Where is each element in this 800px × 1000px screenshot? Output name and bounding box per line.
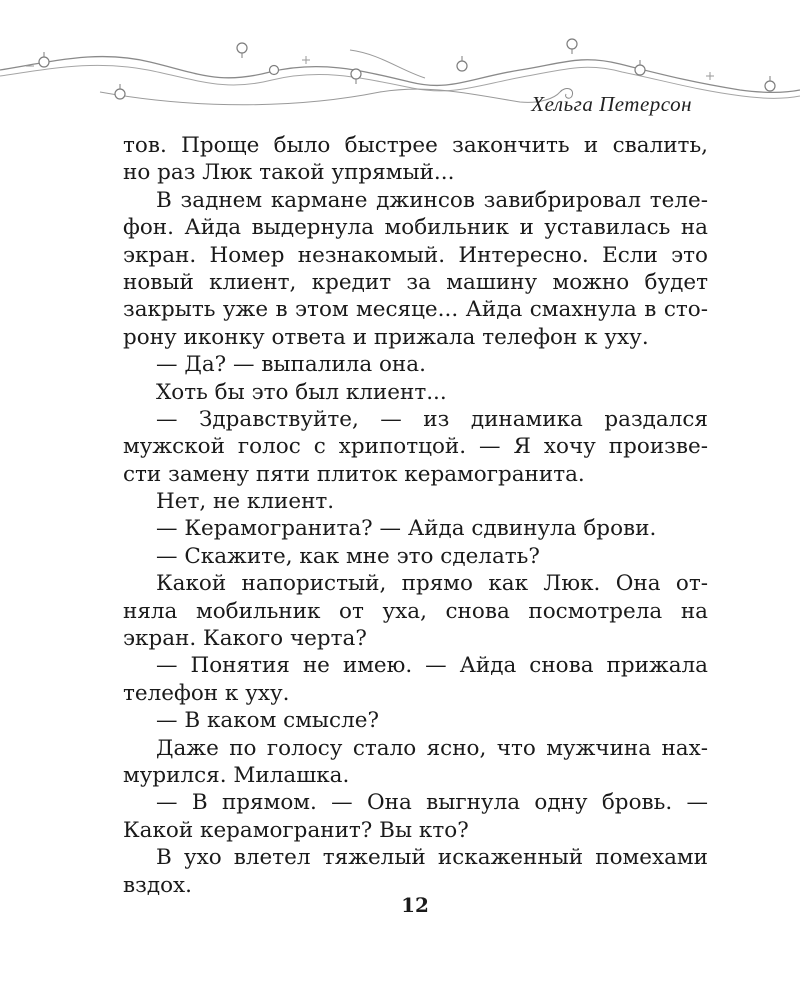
text-line: экран. Какого черта?: [123, 626, 367, 652]
text-line: Какой напористый, прямо как Люк. Она от-: [156, 571, 708, 597]
running-header-author: Хельга Петерсон: [531, 92, 692, 116]
text-line: Даже по голосу стало ясно, что мужчина нах-: [156, 735, 708, 761]
text-line: — В прямом. — Она выгнула одну бровь. —: [156, 790, 708, 816]
text-line: вздох.: [123, 872, 192, 898]
text-line: закрыть уже в этом месяце... Айда смахнула в сто-: [123, 297, 708, 323]
text-line: В заднем кармане джинсов завибрировал теле-: [156, 187, 708, 213]
text-line: но раз Люк такой упрямый...: [123, 160, 455, 186]
text-line: — В каком смысле?: [156, 708, 379, 734]
text-line: рону иконку ответа и прижала телефон к уху.: [123, 324, 649, 350]
text-line: Нет, не клиент.: [156, 489, 335, 515]
text-line: — Да? — выпалила она.: [156, 352, 426, 378]
page-text: [123, 132, 708, 899]
text-line: экран. Номер незнакомый. Интересно. Если это: [123, 242, 708, 268]
text-line: телефон к уху.: [123, 680, 290, 706]
text-line: — Керамогранита? — Айда сдвинула брови.: [156, 516, 657, 542]
page-number: 12: [401, 893, 429, 917]
text-line: мурился. Милашка.: [123, 762, 350, 788]
text-line: — Понятия не имею. — Айда снова прижала: [156, 653, 708, 679]
text-line: — Скажите, как мне это сделать?: [156, 543, 540, 569]
text-line: мужской голос с хрипотцой. — Я хочу произве-: [123, 434, 708, 460]
text-line: В ухо влетел тяжелый искаженный помехами: [156, 845, 708, 871]
text-line: Какой керамогранит? Вы кто?: [123, 817, 469, 843]
text-line: няла мобильник от уха, снова посмотрела на: [123, 598, 708, 624]
text-line: сти замену пяти плиток керамогранита.: [123, 461, 585, 487]
text-line: фон. Айда выдернула мобильник и уставилась на: [123, 215, 708, 241]
text-line: Хоть бы это был клиент...: [156, 379, 447, 405]
text-line: тов. Проще было быстрее закончить и свалить,: [123, 133, 708, 158]
text-line: — Здравствуйте, — из динамика раздался: [156, 406, 708, 432]
text-line: новый клиент, кредит за машину можно будет: [123, 269, 708, 295]
